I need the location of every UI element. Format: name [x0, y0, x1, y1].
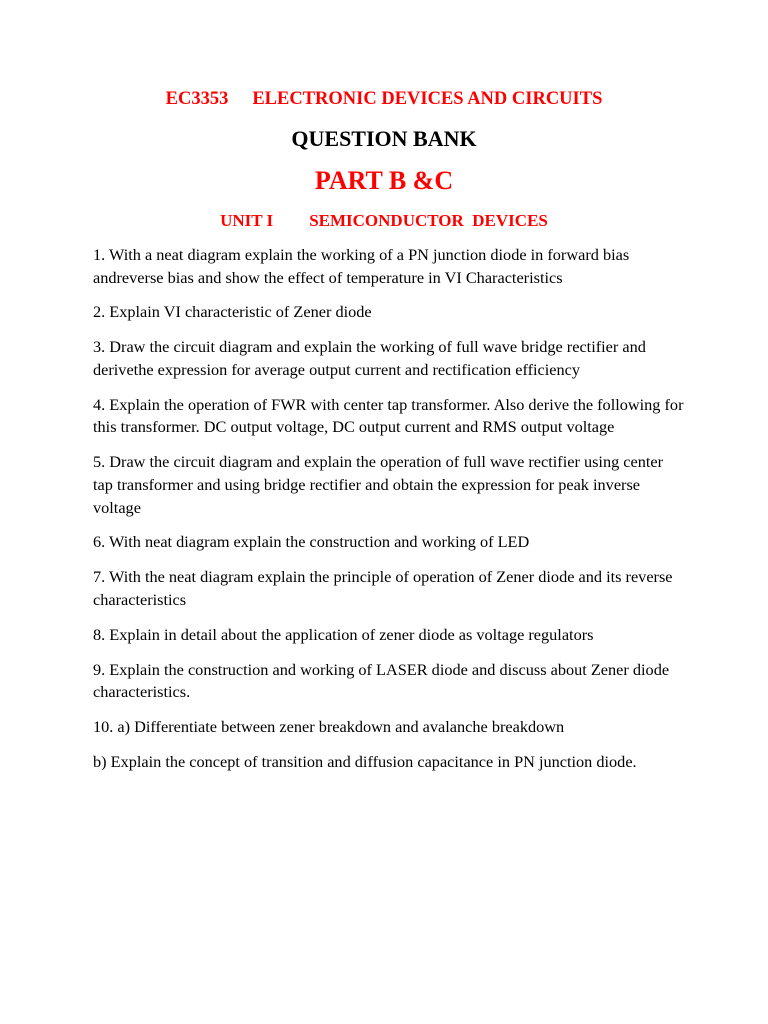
question-item: 4. Explain the operation of FWR with center tap transformer. Also derive the following for this transformer. DC output voltage, DC output current and RMS output voltage: [93, 394, 684, 437]
question-item: 7. With the neat diagram explain the principle of operation of Zener diode and its reverse characteristics: [93, 567, 673, 609]
question-item: 5. Draw the circuit diagram and explain the operation of full wave rectifier using center tap transformer and using bridge rectifier and obtain the expression for peak inverse voltage: [93, 452, 664, 517]
course-header: [0, 88, 768, 110]
question-item: 3. Draw the circuit diagram and explain the working of full wave bridge rectifier and derivethe expression for average output current and rectification efficiency: [93, 337, 646, 379]
document-title: QUESTION BANK: [291, 126, 477, 151]
question-item: b) Explain the concept of transition and diffusion capacitance in PN junction diode.: [93, 752, 637, 772]
unit-number: UNIT I: [220, 211, 274, 230]
course-code: EC3353: [165, 89, 229, 109]
question-item: 2. Explain VI characteristic of Zener diode: [93, 302, 372, 322]
course-title: ELECTRONIC DEVICES AND CIRCUITS: [252, 89, 603, 109]
question-item: 6. With neat diagram explain the construction and working of LED: [93, 532, 530, 552]
unit-heading: [0, 210, 768, 232]
question-item: 10. a) Differentiate between zener breakdown and avalanche breakdown: [93, 717, 565, 737]
part-title: PART B &C: [314, 166, 454, 195]
question-item: 8. Explain in detail about the application of zener diode as voltage regulators: [93, 624, 594, 644]
question-item: 9. Explain the construction and working of LASER diode and discuss about Zener diode characteristics.: [93, 659, 670, 702]
unit-title: SEMICONDUCTOR DEVICES: [309, 211, 548, 230]
question-item: 1. With a neat diagram explain the working of a PN junction diode in forward bias andreverse bias and show the effect of temperature in VI Characteristics: [93, 245, 630, 287]
question-list: [93, 244, 685, 786]
